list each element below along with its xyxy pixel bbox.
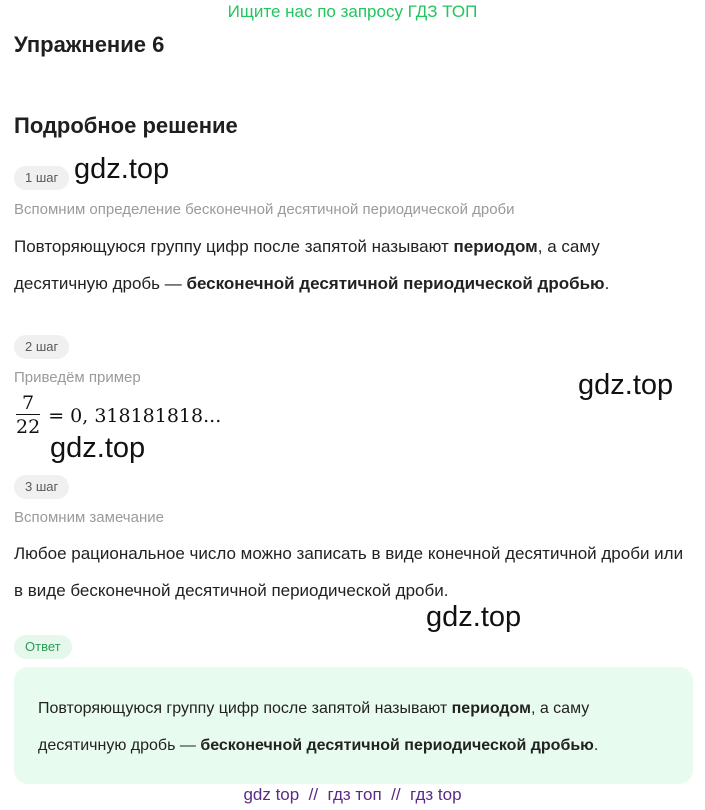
watermark-1: gdz.top <box>74 153 170 185</box>
term-period: периодом <box>451 700 531 717</box>
text-run: . <box>604 274 610 293</box>
fraction-denominator: 22 <box>16 416 41 438</box>
fraction-numerator: 7 <box>22 392 35 414</box>
text-run: , а саму десятичную дробь — <box>14 237 600 293</box>
step-3-caption: Вспомним замечание <box>14 509 164 526</box>
step-3-text: Любое рациональное число можно записать в виде конечной десятичной дроби или в виде бесконечной десятичной периодической дроби. <box>14 544 684 600</box>
exercise-title: Упражнение 6 <box>14 32 165 57</box>
footer-links[interactable]: gdz top // гдз топ // гдз top <box>243 785 462 804</box>
answer-text <box>38 690 678 764</box>
watermark-2: gdz.top <box>578 369 674 401</box>
watermark-4: gdz.top <box>426 601 522 633</box>
step-2-badge: 2 шаг <box>14 335 69 359</box>
step-1-badge: 1 шаг <box>14 166 69 190</box>
term-period: периодом <box>453 237 538 256</box>
text-run: . <box>593 737 599 754</box>
text-run: Повторяющуюся группу цифр после запятой называют <box>14 237 454 256</box>
text-run: Повторяющуюся группу цифр после запятой называют <box>38 700 452 717</box>
step-2-caption: Приведём пример <box>14 369 141 386</box>
fraction <box>14 392 42 439</box>
step-1-caption: Вспомним определение бесконечной десятичной периодической дроби <box>14 201 515 218</box>
solution-title: Подробное решение <box>14 113 238 138</box>
step-1-text <box>14 228 694 302</box>
answer-badge: Ответ <box>14 635 72 659</box>
text-run: , а саму десятичную дробь — <box>38 700 590 754</box>
term-infinite-periodic-fraction: бесконечной десятичной периодической дробью <box>186 274 605 293</box>
fraction-decimal: = 0, 318181818... <box>48 404 222 427</box>
step-3-badge: 3 шаг <box>14 475 69 499</box>
term-infinite-periodic-fraction: бесконечной десятичной периодической дробью <box>200 737 594 754</box>
search-banner: Ищите нас по запросу ГДЗ ТОП <box>227 2 478 21</box>
watermark-3: gdz.top <box>50 432 146 464</box>
